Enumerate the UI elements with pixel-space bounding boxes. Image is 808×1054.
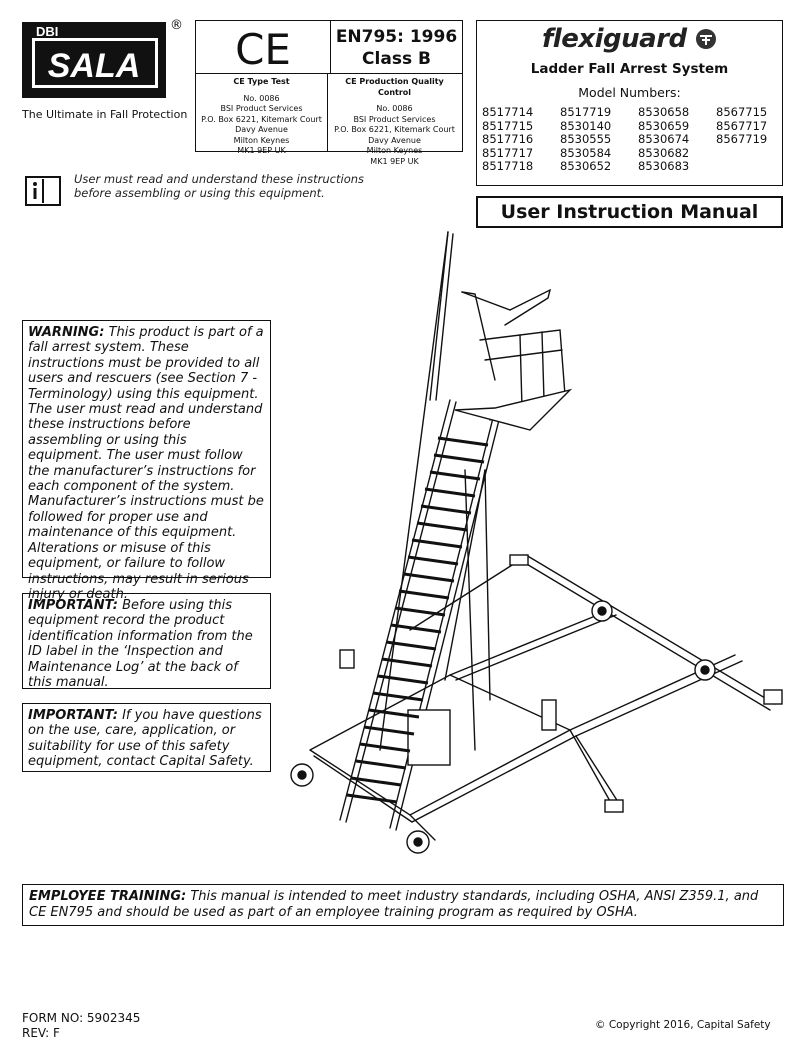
training-text: This manual is intended to meet industry standards, including OSHA, ANSI Z359.1, and CE EN795 and should be used as part of an employee training program as required by OSHA.: [29, 889, 759, 920]
employee-training-box: [22, 884, 784, 926]
manual-title: User Instruction Manual: [476, 196, 783, 228]
ce-production-line: Davy Avenue: [368, 135, 421, 145]
important-text: If you have questions on the use, care, application, or suitability for use of this safety equipment, contact Capital Safety.: [28, 708, 262, 770]
model-number: 8530682: [638, 145, 690, 160]
ce-mark-cell: [196, 21, 331, 73]
standard-code: EN795: 1996: [335, 27, 458, 47]
model-number: 8530674: [638, 132, 690, 146]
read-notice-line: before assembling or using this equipment.: [74, 186, 325, 200]
model-number: 8517719: [560, 105, 612, 119]
model-number: 8530658: [638, 105, 690, 119]
important-label: IMPORTANT:: [28, 598, 118, 613]
dbi-sala-logo: [22, 22, 166, 98]
system-name: Ladder Fall Arrest System: [530, 61, 729, 77]
model-number: 8517718: [482, 159, 534, 173]
model-number: 8530555: [560, 132, 612, 146]
standard-class: Class B: [362, 49, 431, 69]
model-number-grid: [482, 106, 786, 174]
important-box-1: [22, 593, 271, 689]
model-number: 8517714: [482, 105, 534, 119]
model-number: 8567715: [716, 105, 768, 119]
read-manual-icon: [25, 176, 61, 206]
flexiguard-brand: [542, 24, 717, 54]
ce-production-line: P.O. Box 6221, Kitemark Court: [334, 125, 455, 134]
model-number: 8530683: [638, 159, 690, 173]
ce-type-test-line: Milton Keynes: [233, 135, 290, 145]
model-number: 8567719: [716, 132, 768, 146]
training-label: EMPLOYEE TRAINING:: [29, 889, 187, 904]
model-number: 8530584: [560, 145, 612, 160]
standard-cell: [331, 21, 462, 73]
ce-type-test: [196, 77, 327, 157]
important-box-2: [22, 703, 271, 772]
form-number: FORM NO: 5902345: [22, 1011, 141, 1025]
warning-label: WARNING:: [28, 325, 105, 340]
copyright: © Copyright 2016, Capital Safety: [595, 1019, 771, 1031]
model-number: [716, 147, 786, 161]
important-label: IMPORTANT:: [28, 708, 118, 723]
logo-sala-text: SALA: [47, 47, 141, 85]
ce-production-line: MK1 9EP UK: [370, 156, 419, 166]
ce-certification-box: [195, 20, 463, 166]
model-number: 8567717: [716, 118, 768, 133]
ce-type-test-line: MK1 9EP UK: [237, 146, 286, 155]
ce-type-test-line: BSI Product Services: [220, 104, 303, 113]
ce-type-test-line: No. 0086: [243, 93, 280, 103]
models-label: Model Numbers:: [578, 85, 681, 100]
model-number: [716, 160, 786, 174]
model-number: 8530140: [560, 118, 612, 133]
model-number: 8530652: [560, 159, 612, 173]
read-notice-line: User must read and understand these instructions: [74, 172, 365, 186]
ce-type-test-heading: CE Type Test: [233, 77, 290, 86]
model-number: 8517716: [482, 132, 534, 146]
read-notice: [74, 172, 364, 200]
model-number: 8517717: [482, 145, 534, 160]
ce-production-heading: CE Production Quality Control: [345, 77, 444, 97]
registered-mark: ®: [170, 18, 183, 33]
logo-dbi-text: DBI: [36, 24, 59, 39]
model-number: 8517715: [482, 118, 534, 133]
ce-type-test-line: Davy Avenue: [235, 125, 288, 134]
flexiguard-emblem-icon: [695, 28, 717, 50]
form-info: [22, 1011, 140, 1041]
ladder-illustration: [280, 230, 785, 870]
flexiguard-wordmark: flexiguard: [542, 24, 687, 54]
important-text: Before using this equipment record the product identification information from the ID label in the ‘Inspection and Maintenance Log’ at the back of this manual.: [28, 598, 253, 691]
ce-production-line: No. 0086: [376, 104, 413, 113]
warning-text: This product is part of a fall arrest system. These instructions must be provided to all users and rescuers (see Section 7 - Terminology) using this equipment. The user must read and understand these instructions before assembling or using this equipment. The user must follow the manufacturer’s instructions for each component of the system. Manufacturer’s instructions must be followed for proper use and maintenance of this equipment. Alterations or misuse of this equipment, or failure to follow instructions, may result in serious injury or death.: [28, 325, 264, 602]
warning-box: [22, 320, 271, 602]
ce-production-qc: [329, 77, 460, 167]
revision: REV: F: [22, 1026, 60, 1040]
model-number: 8530659: [638, 118, 690, 133]
tagline: The Ultimate in Fall Protection: [22, 108, 188, 121]
ce-production-line: BSI Product Services: [353, 114, 436, 124]
ce-mark: CE: [235, 25, 291, 73]
ce-production-line: Milton Keynes: [366, 146, 423, 155]
ce-type-test-line: P.O. Box 6221, Kitemark Court: [201, 114, 322, 124]
